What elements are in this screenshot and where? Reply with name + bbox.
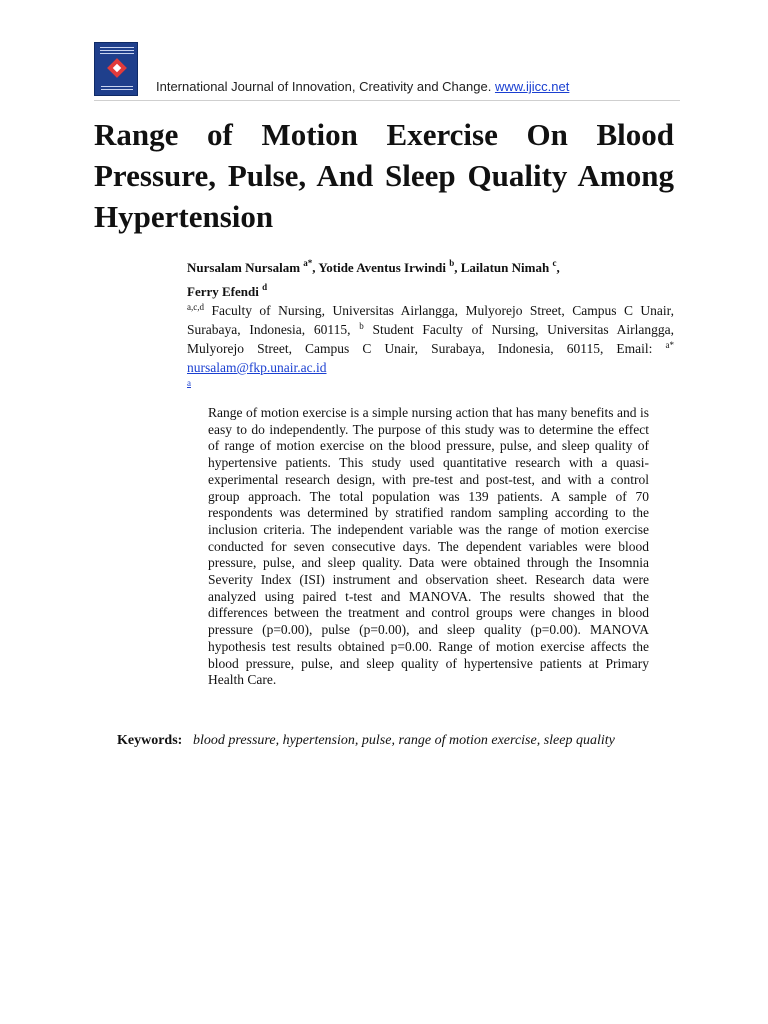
keywords-text: blood pressure, hypertension, pulse, range of motion exercise, sleep quality xyxy=(193,733,615,748)
affiliation-text: Faculty of Nursing, Universitas Airlangga, Mulyorejo Street, Campus C Unair, Surabaya, Indonesia, 60115, xyxy=(187,303,674,337)
stray-link[interactable]: a xyxy=(187,378,191,388)
paper-title: Range of Motion Exercise On Blood Pressure, Pulse, And Sleep Quality Among Hypertension xyxy=(94,117,674,234)
author-separator: , xyxy=(454,260,461,275)
journal-url-link[interactable]: www.ijicc.net xyxy=(494,79,570,94)
author-superscript: b xyxy=(449,258,455,268)
email-link[interactable]: nursalam@fkp.unair.ac.id xyxy=(187,360,327,375)
journal-citation-line xyxy=(156,79,569,94)
author-superscript: d xyxy=(262,282,268,292)
journal-name: International Journal of Innovation, Creativity and Change. xyxy=(156,79,492,94)
journal-logo-icon xyxy=(94,42,138,96)
keywords-label: Keywords: xyxy=(117,733,183,748)
affiliation-superscript: b xyxy=(359,321,364,331)
author-superscript: c xyxy=(552,258,557,268)
author-separator: , xyxy=(556,260,560,275)
affiliation-superscript: a,c,d xyxy=(187,302,204,312)
author-name: Lailatun Nimah xyxy=(460,260,550,275)
author-name: Ferry Efendi xyxy=(187,284,259,299)
author-name: Nursalam Nursalam xyxy=(187,260,301,275)
page-header xyxy=(94,42,680,102)
affiliation-block xyxy=(187,301,674,377)
author-separator: , xyxy=(312,260,319,275)
header-divider xyxy=(94,100,680,101)
abstract-text: Range of motion exercise is a simple nursing action that has many benefits and is easy to do independently. The purpose of this study was to determine the effect of range of motion exercise on the blood pressure, pulse, and sleep quality of hypertensive patients. This study used quantitative research with a quasi-experimental research design, with pre-test and post-test, and with a control group approach. The total population was 139 patients. A sample of 70 respondents was determined by stratified random sampling according to the inclusion criteria. The independent variable was the range of motion exercise conducted for seven consecutive days. The dependent variables were blood pressure, pulse, and sleep quality. Data were obtained through the Insomnia Severity Index (ISI) instrument and observation sheet. Research data were analyzed using paired t-test and MANOVA. The results showed that the differences between the treatment and control groups were changes in blood pressure (p=0.00), pulse (p=0.00), and sleep quality (p=0.00). MANOVA hypothesis test results obtained p=0.00. Range of motion exercise affects the blood pressure, pulse, and sleep quality of hypertensive patients at Primary Health Care. xyxy=(208,405,649,688)
author-name: Yotide Aventus Irwindi xyxy=(318,260,446,275)
author-list xyxy=(187,256,674,304)
email-superscript: a* xyxy=(665,340,674,350)
author-superscript: a* xyxy=(303,258,313,268)
affiliation-text: Student Faculty of Nursing, Universitas Airlangga, Mulyorejo Street, Campus C Unair, Surabaya, Indonesia, 60115, Email: xyxy=(187,322,674,356)
